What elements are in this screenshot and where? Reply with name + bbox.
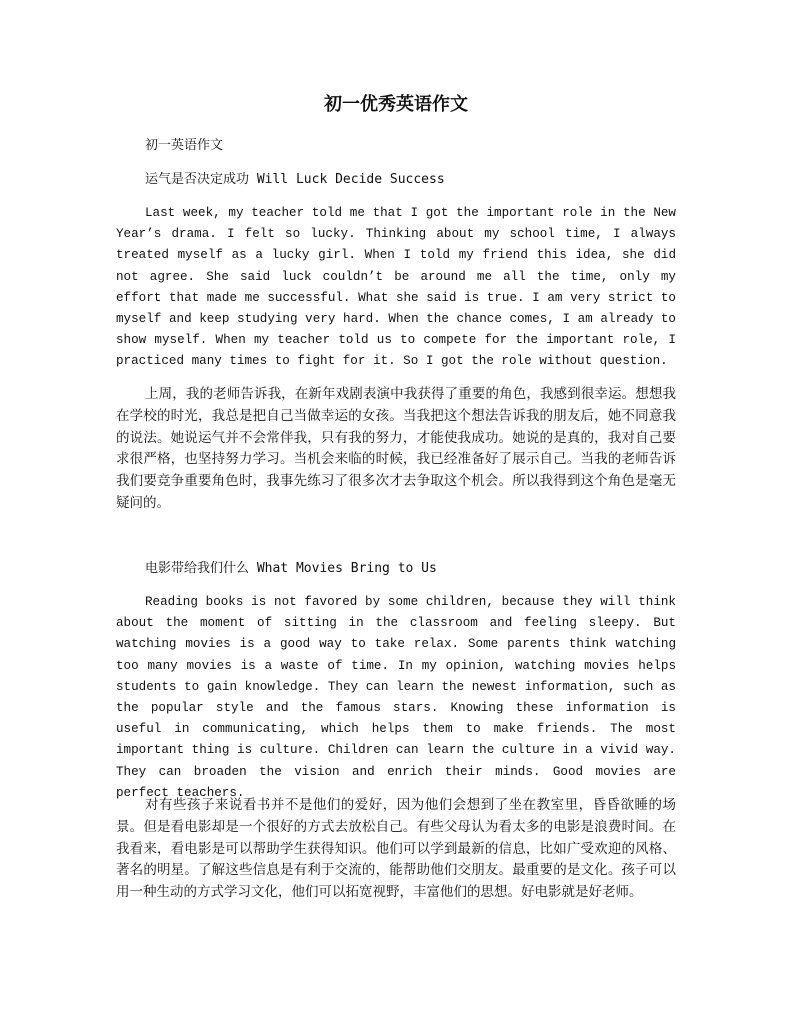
document-title: 初一优秀英语作文 — [324, 94, 468, 115]
essay-1-english-paragraph: Last week, my teacher told me that I got the important role in the New Year’s drama. I felt so lucky. Thinking about my school time, I always treated myself as a lucky girl. When I told my friend this idea, she did not agree. She said luck couldn’t be around me all the time, only my effort that made me successful. What she said is true. I am very strict to myself and keep studying very hard. When the chance comes, I am already to show myself. When my teacher told us to compete for the important role, I practiced many times to fight for it. So I got the role without question. — [116, 206, 676, 369]
document-subtitle: 初一英语作文 — [145, 138, 224, 153]
essay-1-heading: 运气是否决定成功 Will Luck Decide Success — [145, 172, 445, 187]
essay-2-english-paragraph: Reading books is not favored by some children, because they will think about the moment of sitting in the classroom and feeling sleepy. But watching movies is a good way to take relax. Some parents think watching too many movies is a waste of time. In my opinion, watching movies helps students to gain knowledge. They can learn the newest information, such as the popular style and the famous stars. Knowing these information is useful in communicating, which helps them to make friends. The most important thing is culture. Children can learn the culture in a vivid way. They can broaden the vision and enrich their minds. Good movies are perfect teachers. — [116, 595, 676, 800]
essay-2-chinese-paragraph: 对有些孩子来说看书并不是他们的爱好，因为他们会想到了坐在教室里，昏昏欲睡的场景。但是看电影却是一个很好的方式去放松自己。有些父母认为看太多的电影是浪费时间。在我看来，看电影是可以帮助学生获得知识。他们可以学到最新的信息，比如广受欢迎的风格、著名的明星。了解这些信息是有利于交流的，能帮助他们交朋友。最重要的是文化。孩子可以用一种生动的方式学习文化，他们可以拓宽视野，丰富他们的思想。好电影就是好老师。 — [116, 797, 676, 901]
essay-1-chinese-paragraph: 上周，我的老师告诉我，在新年戏剧表演中我获得了重要的角色，我感到很幸运。想想我在学校的时光，我总是把自己当做幸运的女孩。当我把这个想法告诉我的朋友后，她不同意我的说法。她说运气并不会常伴我，只有我的努力，才能使我成功。她说的是真的，我对自己要求很严格，也坚持努力学习。当机会来临的时候，我已经准备好了展示自己。当我的老师告诉我们要竞争重要角色时，我事先练习了很多次才去争取这个机会。所以我得到这个角色是毫无疑问的。 — [116, 386, 676, 511]
essay-2-heading: 电影带给我们什么 What Movies Bring to Us — [145, 561, 437, 576]
